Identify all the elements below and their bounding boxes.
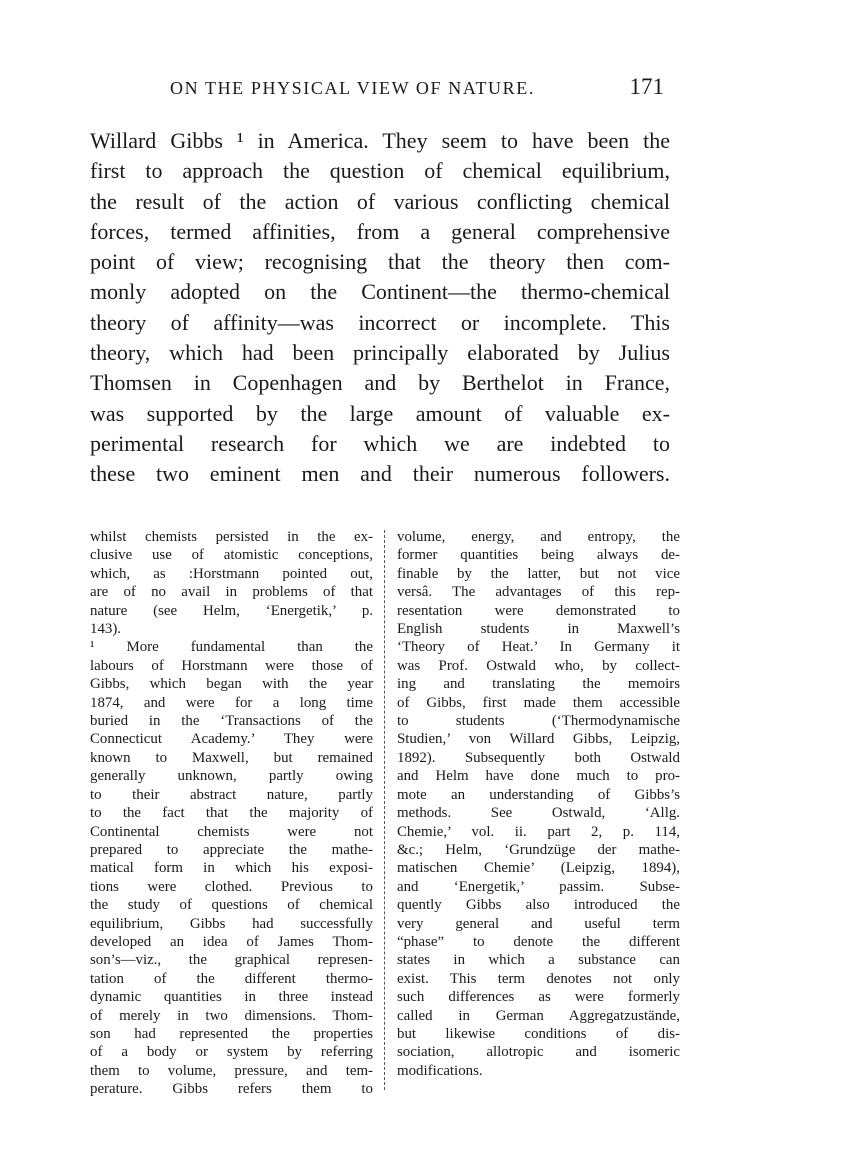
footnote-line: such differences as were formerly — [397, 989, 680, 1006]
footnote-line: exist. This term denotes not only — [397, 970, 680, 987]
footnote-line: modifications. — [397, 1062, 483, 1079]
footnote-line: volume, energy, and entropy, the — [397, 529, 680, 545]
footnote-line: are of no avail in problems of that — [90, 584, 373, 601]
main-text-line: perimental research for which we are indebted to — [90, 430, 670, 456]
footnote-line: known to Maxwell, but remained — [90, 749, 373, 766]
footnote-line: matical form in which his exposi- — [90, 860, 373, 877]
footnote-line: ‘Theory of Heat.’ In Germany it — [397, 639, 680, 656]
footnote-line: &c.; Helm, ‘Grundzüge der mathe- — [397, 841, 680, 858]
page-number: 171 — [629, 74, 664, 99]
footnote-line: which, as :Horstmann pointed out, — [90, 565, 373, 582]
footnote-line: mote an understanding of Gibbs’s — [397, 786, 680, 803]
footnote-line: quently Gibbs also introduced the — [397, 897, 680, 914]
main-text-line: forces, termed affinities, from a general comprehensive — [90, 218, 670, 244]
footnote-line: Continental chemists were not — [90, 823, 373, 840]
footnote-line: son had represented the properties — [90, 1025, 373, 1042]
footnote-line: resentation were demonstrated to — [397, 602, 680, 619]
footnote-line: finable by the latter, but not vice — [397, 565, 680, 582]
main-text-line: Thomsen in Copenhagen and by Berthelot in France, — [90, 370, 670, 396]
footnote-line: Connecticut Academy.’ They were — [90, 731, 373, 748]
footnote-line: Studien,’ von Willard Gibbs, Leipzig, — [397, 731, 680, 748]
running-title: ON THE PHYSICAL VIEW OF NATURE. — [170, 78, 535, 98]
main-text-line: point of view; recognising that the theory then com- — [90, 249, 670, 275]
footnote-line: developed an idea of James Thom- — [90, 933, 373, 950]
footnote-line: but likewise conditions of dis- — [397, 1025, 680, 1042]
footnote-line: of Gibbs, first made them accessible — [397, 694, 680, 711]
footnote-line: “phase” to denote the different — [397, 933, 680, 950]
footnote-line: dynamic quantities in three instead — [90, 989, 373, 1006]
main-text-line: monly adopted on the Continent—the thermo-chemical — [90, 279, 670, 305]
footnote-line: ing and translating the memoirs — [397, 676, 680, 693]
footnote-line: labours of Horstmann were those of — [90, 657, 373, 674]
footnotes — [0, 528, 850, 1108]
running-head — [90, 74, 670, 104]
footnote-line: versâ. The advantages of this rep- — [397, 584, 680, 601]
footnote-line: 1892). Subsequently both Ostwald — [397, 749, 680, 766]
footnote-line: ¹ More fundamental than the — [90, 639, 373, 656]
footnote-line: to students (‘Thermodynamische — [397, 713, 680, 730]
footnote-line: of a body or system by referring — [90, 1044, 373, 1061]
footnote-line: the study of questions of chemical — [90, 897, 373, 914]
footnote-line: states in which a substance can — [397, 952, 680, 969]
footnote-line: buried in the ‘Transactions of the — [90, 713, 373, 730]
footnote-line: whilst chemists persisted in the ex- — [90, 529, 373, 545]
footnote-line: matischen Chemie’ (Leipzig, 1894), — [397, 860, 680, 877]
footnotes-left-column — [90, 528, 373, 1099]
footnote-line: clusive use of atomistic conceptions, — [90, 547, 373, 564]
main-text-line: first to approach the question of chemical equilibrium, — [90, 158, 670, 184]
main-text-line: the result of the action of various conflicting chemical — [90, 188, 670, 214]
footnote-line: English students in Maxwell’s — [397, 621, 680, 638]
main-text-line: these two eminent men and their numerous followers. — [90, 461, 670, 487]
footnote-line: very general and useful term — [397, 915, 680, 932]
footnote-line: them to volume, pressure, and tem- — [90, 1062, 373, 1079]
footnote-line: of merely in two dimensions. Thom- — [90, 1007, 373, 1024]
footnote-line: sociation, allotropic and isomeric — [397, 1044, 680, 1061]
main-text-line: Willard Gibbs ¹ in America. They seem to have been the — [90, 128, 670, 153]
footnote-line: Chemie,’ vol. ii. part 2, p. 114, — [397, 823, 680, 840]
footnote-line: Gibbs, which began with the year — [90, 676, 373, 693]
footnote-line: tation of the different thermo- — [90, 970, 373, 987]
main-text-line: was supported by the large amount of valuable ex- — [90, 400, 670, 426]
footnote-line: nature (see Helm, ‘Energetik,’ p. — [90, 602, 373, 619]
footnote-line: son’s—viz., the graphical represen- — [90, 952, 373, 969]
main-text-line: theory, which had been principally elaborated by Julius — [90, 340, 670, 366]
footnote-line: tions were clothed. Previous to — [90, 878, 373, 895]
footnote-line: methods. See Ostwald, ‘Allg. — [397, 805, 680, 822]
footnote-line: prepared to appreciate the mathe- — [90, 841, 373, 858]
column-divider — [384, 530, 385, 1090]
footnote-line: perature. Gibbs refers them to — [90, 1081, 373, 1098]
footnote-line: 1874, and were for a long time — [90, 694, 373, 711]
footnote-line: former quantities being always de- — [397, 547, 680, 564]
footnote-line: was Prof. Ostwald who, by collect- — [397, 657, 680, 674]
footnote-line: to the fact that the majority of — [90, 805, 373, 822]
footnote-line: to their abstract nature, partly — [90, 786, 373, 803]
footnote-line: generally unknown, partly owing — [90, 768, 373, 785]
footnote-line: 143). — [90, 621, 122, 638]
footnote-line: and ‘Energetik,’ passim. Subse- — [397, 878, 680, 895]
footnote-line: equilibrium, Gibbs had successfully — [90, 915, 373, 932]
footnote-line: called in German Aggregatzustände, — [397, 1007, 680, 1024]
footnotes-right-column — [397, 528, 680, 1080]
main-text — [90, 126, 670, 490]
main-text-line: theory of affinity—was incorrect or incomplete. This — [90, 309, 670, 335]
footnote-line: and Helm have done much to pro- — [397, 768, 680, 785]
